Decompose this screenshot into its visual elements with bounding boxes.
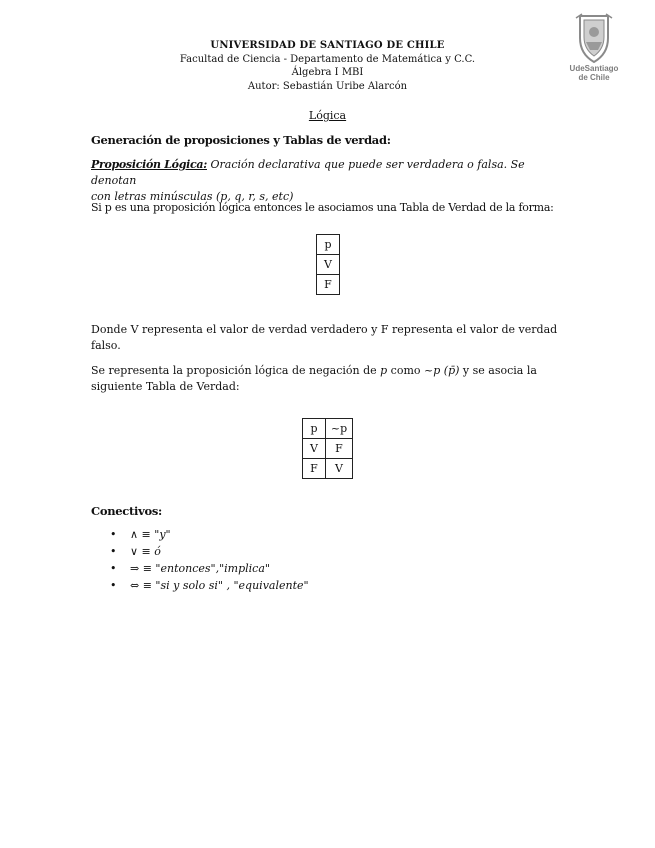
author-line: Autor: Sebastián Uribe Alarcón	[247, 80, 408, 92]
university-name: UNIVERSIDAD DE SANTIAGO DE CHILE	[210, 40, 445, 51]
connectives-list	[108, 526, 309, 594]
connective-implies: ⇒ ≡ "entonces","implica"	[130, 562, 270, 575]
table-cell: F	[326, 439, 353, 459]
definition-text-1: Oración declarativa que puede ser verdadera o falsa. Se denotan	[91, 158, 525, 187]
negation-symbol: ~p (p̄)	[424, 364, 460, 377]
crest-icon	[574, 12, 614, 64]
negation-paragraph	[91, 363, 561, 395]
page-title: Lógica	[308, 109, 347, 122]
course-line: Álgebra I MBI	[291, 67, 364, 78]
connective-iff: ⇔ ≡ "si y solo si" , "equivalente"	[130, 579, 309, 592]
table-cell: V	[317, 255, 340, 275]
document-header	[0, 39, 655, 93]
logo-text-line2: de Chile	[578, 73, 610, 82]
list-item	[108, 560, 309, 577]
list-item	[108, 577, 309, 594]
definition-paragraph	[91, 157, 561, 205]
section-heading-propositions: Generación de proposiciones y Tablas de verdad:	[91, 133, 391, 147]
logo-text-line1: UdeSantiago	[569, 64, 619, 73]
truth-table-intro: Si p es una proposición lógica entonces le asociamos una Tabla de Verdad de la forma:	[91, 201, 554, 214]
bullet-icon: •	[110, 579, 117, 592]
negation-p: p	[380, 364, 388, 377]
negation-text-1: Se representa la proposición lógica de negación de	[91, 364, 381, 377]
table-cell: V	[303, 439, 326, 459]
faculty-line: Facultad de Ciencia - Departamento de Matemática y C.C.	[179, 53, 476, 65]
bullet-icon: •	[110, 528, 117, 541]
bullet-icon: •	[110, 545, 117, 558]
definition-label: Proposición Lógica:	[91, 158, 207, 171]
connective-or: ∨ ≡ ó	[130, 545, 161, 558]
negation-text-line2: siguiente Tabla de Verdad:	[91, 380, 240, 393]
list-item	[108, 526, 309, 543]
values-explanation	[91, 322, 561, 354]
table-row	[303, 439, 353, 459]
section-heading-connectives: Conectivos:	[91, 504, 162, 518]
list-item	[108, 543, 309, 560]
definition-text-2: con letras minúsculas (p, q, r, s, etc)	[91, 190, 294, 203]
table-row	[303, 459, 353, 479]
table-header-cell: p	[317, 235, 340, 255]
table-cell: V	[326, 459, 353, 479]
truth-table-negation	[302, 418, 353, 479]
table-cell: F	[303, 459, 326, 479]
truth-table-p	[316, 234, 340, 295]
table-header-cell: p	[303, 419, 326, 439]
university-logo	[563, 12, 625, 92]
table-cell: F	[317, 275, 340, 295]
table-header-cell: ~p	[326, 419, 353, 439]
negation-text-3: y se asocia la	[459, 364, 537, 377]
values-explanation-line1: Donde V representa el valor de verdad verdadero y F representa el valor de verdad	[91, 323, 558, 336]
values-explanation-line2: falso.	[91, 339, 121, 352]
negation-text-2: como	[387, 364, 425, 377]
connective-and: ∧ ≡ "y"	[130, 528, 171, 541]
bullet-icon: •	[110, 562, 117, 575]
